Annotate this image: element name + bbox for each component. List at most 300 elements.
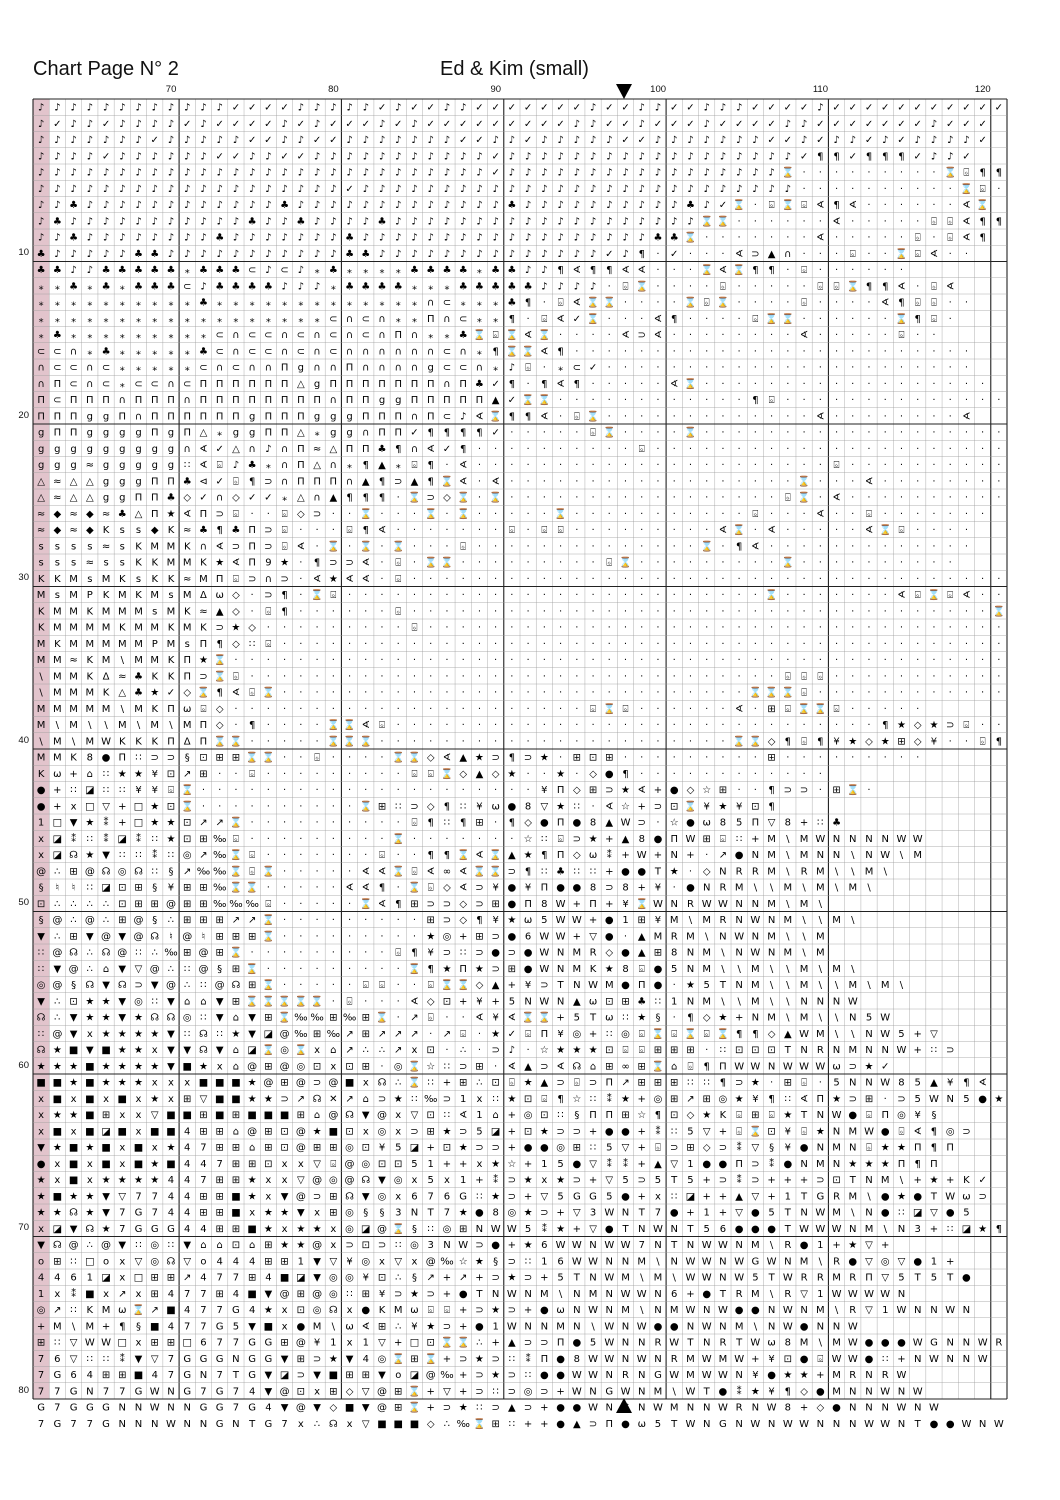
stitch-symbol: · (819, 379, 822, 390)
stitch-symbol: · (932, 233, 935, 244)
stitch-symbol: ✓ (914, 151, 922, 162)
stitch-symbol: ¶ (557, 346, 563, 357)
stitch-symbol: ◆ (53, 525, 61, 536)
stitch-symbol: · (380, 834, 383, 845)
stitch-symbol: 5 (557, 1191, 563, 1202)
stitch-symbol: ✓ (508, 395, 516, 406)
stitch-symbol: · (234, 655, 237, 666)
stitch-symbol: · (478, 655, 481, 666)
stitch-symbol: ▲ (492, 980, 500, 991)
stitch-symbol: x (38, 1126, 44, 1137)
stitch-symbol: · (380, 996, 383, 1007)
stitch-symbol: ♪ (525, 249, 531, 260)
stitch-symbol: ◎ (313, 1305, 322, 1316)
stitch-symbol: g (379, 395, 385, 406)
stitch-symbol: ⊞ (215, 931, 223, 942)
stitch-symbol: ⌂ (249, 1240, 255, 1251)
stitch-symbol: ∷ (87, 834, 93, 845)
stitch-symbol: ♪ (541, 216, 547, 227)
stitch-symbol: ♣ (37, 265, 46, 276)
stitch-symbol: Π (183, 428, 191, 439)
stitch-symbol: ★ (897, 720, 906, 731)
stitch-symbol: · (851, 216, 854, 227)
stitch-symbol: · (900, 363, 903, 374)
stitch-symbol: ★ (459, 1143, 468, 1154)
stitch-symbol: ∩ (411, 346, 418, 357)
stitch-symbol: ● (783, 1159, 792, 1170)
stitch-symbol: ¥ (703, 801, 709, 812)
stitch-symbol: ● (621, 980, 630, 991)
stitch-symbol: · (916, 281, 919, 292)
stitch-symbol: ◇ (248, 623, 256, 634)
stitch-symbol: · (380, 541, 383, 552)
stitch-symbol: · (965, 298, 968, 309)
stitch-symbol: ∢ (362, 883, 370, 894)
stitch-symbol: ⌛ (278, 1011, 290, 1024)
stitch-symbol: · (721, 411, 724, 422)
stitch-symbol: ▽ (378, 1338, 386, 1349)
stitch-symbol: · (721, 623, 724, 634)
stitch-symbol: · (315, 818, 318, 829)
stitch-symbol: · (981, 444, 984, 455)
stitch-symbol: · (802, 428, 805, 439)
stitch-symbol: · (494, 606, 497, 617)
stitch-symbol: ⊡ (394, 1159, 402, 1170)
stitch-symbol: ⌺ (817, 281, 823, 292)
stitch-symbol: ⌺ (931, 281, 937, 292)
stitch-symbol: ♪ (509, 184, 515, 195)
stitch-symbol: \ (754, 883, 758, 894)
stitch-symbol: ◇ (687, 785, 695, 796)
stitch-symbol: · (575, 558, 578, 569)
stitch-symbol: ◎ (621, 1029, 630, 1040)
stitch-symbol: · (299, 671, 302, 682)
stitch-symbol: ♪ (557, 249, 563, 260)
stitch-symbol: ♪ (119, 119, 125, 130)
stitch-symbol: W (913, 834, 923, 845)
stitch-symbol: ♪ (103, 249, 109, 260)
stitch-symbol: @ (377, 1110, 387, 1121)
stitch-symbol: ¥ (379, 1143, 385, 1154)
stitch-symbol: N (865, 1175, 872, 1186)
stitch-symbol: ● (540, 818, 549, 829)
stitch-symbol: □ (85, 801, 94, 812)
stitch-symbol: ♪ (216, 135, 222, 146)
stitch-symbol: ★ (85, 1013, 94, 1024)
stitch-symbol: ♣ (507, 298, 516, 309)
stitch-symbol: ● (654, 980, 663, 991)
stitch-symbol: ⌛ (700, 214, 712, 227)
stitch-symbol: ∷ (525, 1256, 531, 1267)
stitch-symbol: G (573, 1191, 581, 1202)
stitch-symbol: ♪ (476, 151, 482, 162)
stitch-symbol: · (202, 801, 205, 812)
stitch-symbol: ⊃ (410, 801, 418, 812)
stitch-symbol: M (913, 850, 922, 861)
stitch-symbol: + (540, 1403, 548, 1414)
stitch-symbol: ∢ (962, 590, 970, 601)
stitch-symbol: ∷ (135, 948, 141, 959)
stitch-symbol: ⊞ (410, 899, 418, 910)
stitch-symbol: · (575, 509, 578, 520)
stitch-symbol: ⌺ (963, 720, 969, 731)
stitch-symbol: N (557, 964, 564, 975)
stitch-symbol: · (721, 460, 724, 471)
stitch-symbol: M (881, 980, 890, 991)
stitch-symbol: W (832, 1354, 842, 1365)
stitch-symbol: · (332, 606, 335, 617)
stitch-symbol: ◎ (37, 1305, 46, 1316)
stitch-symbol: ⊡ (427, 1045, 435, 1056)
stitch-symbol: · (819, 1078, 822, 1089)
stitch-symbol: ▼ (86, 931, 94, 942)
stitch-symbol: ¶ (833, 151, 839, 162)
stitch-symbol: ♪ (541, 281, 547, 292)
stitch-symbol: ⌛ (408, 1401, 420, 1414)
stitch-symbol: @ (377, 1386, 387, 1397)
stitch-symbol: ♣ (166, 265, 175, 276)
stitch-symbol: ♪ (428, 200, 434, 211)
stitch-symbol: ¶ (476, 428, 482, 439)
row-label: 10 (18, 247, 29, 258)
stitch-symbol: x (136, 1289, 142, 1300)
stitch-symbol: · (527, 785, 530, 796)
stitch-symbol: Δ (184, 736, 191, 747)
stitch-symbol: ⊃ (394, 1289, 402, 1300)
stitch-symbol: ⊡ (280, 1126, 288, 1137)
stitch-symbol: ¶ (931, 1143, 937, 1154)
stitch-symbol: · (429, 623, 432, 634)
stitch-symbol: ⌺ (558, 525, 564, 536)
stitch-symbol: ¶ (460, 818, 466, 829)
stitch-symbol: ♣ (345, 249, 354, 260)
stitch-symbol: ⊞ (183, 948, 191, 959)
stitch-symbol: · (867, 606, 870, 617)
stitch-symbol: ⁎ (493, 298, 498, 309)
stitch-symbol: · (445, 736, 448, 747)
stitch-symbol: ▽ (102, 801, 110, 812)
stitch-symbol: · (965, 460, 968, 471)
stitch-symbol: ∷ (703, 1078, 709, 1089)
stitch-symbol: ♪ (557, 151, 563, 162)
stitch-symbol: · (932, 509, 935, 520)
stitch-symbol: · (949, 428, 952, 439)
stitch-symbol: ⊞ (313, 1029, 321, 1040)
stitch-symbol: + (524, 1305, 532, 1316)
stitch-symbol: g (152, 444, 158, 455)
stitch-symbol: ♪ (444, 168, 450, 179)
stitch-symbol: K (119, 736, 126, 747)
stitch-symbol: W (897, 1403, 907, 1414)
stitch-symbol: · (835, 249, 838, 260)
stitch-symbol: · (364, 623, 367, 634)
stitch-symbol: · (689, 639, 692, 650)
stitch-symbol: · (738, 671, 741, 682)
stitch-symbol: · (608, 623, 611, 634)
stitch-symbol: ♮ (72, 883, 76, 894)
stitch-symbol: ⊃ (410, 1126, 418, 1137)
stitch-symbol: ⊞ (686, 1143, 694, 1154)
stitch-symbol: W (783, 1305, 793, 1316)
stitch-symbol: ♪ (281, 233, 287, 244)
stitch-symbol: ⊡ (37, 899, 45, 910)
stitch-symbol: ≈ (86, 460, 94, 471)
stitch-symbol: ♪ (574, 151, 580, 162)
stitch-symbol: ⁎ (168, 298, 173, 309)
stitch-symbol: ∢ (232, 558, 240, 569)
stitch-symbol: ♪ (265, 444, 271, 455)
stitch-symbol: ⊡ (362, 1143, 370, 1154)
stitch-symbol: ♪ (476, 249, 482, 260)
stitch-symbol: 5 (898, 1029, 904, 1040)
stitch-symbol: · (251, 655, 254, 666)
stitch-symbol: ♪ (703, 200, 709, 211)
stitch-symbol: ✓ (329, 119, 337, 130)
stitch-symbol: M (69, 688, 78, 699)
stitch-symbol: · (884, 688, 887, 699)
stitch-symbol: · (380, 931, 383, 942)
stitch-symbol: ♪ (363, 168, 369, 179)
stitch-symbol: ∴ (476, 1338, 482, 1349)
stitch-symbol: \ (867, 980, 871, 991)
stitch-symbol: · (981, 574, 984, 585)
stitch-symbol: · (608, 314, 611, 325)
stitch-symbol: ∷ (606, 1029, 612, 1040)
stitch-symbol: · (705, 330, 708, 341)
stitch-symbol: ∷ (687, 1078, 693, 1089)
stitch-symbol: · (397, 736, 400, 747)
stitch-symbol: · (900, 216, 903, 227)
stitch-symbol: ⊞ (329, 1191, 337, 1202)
stitch-symbol: ∢ (573, 298, 581, 309)
stitch-symbol: · (640, 753, 643, 764)
stitch-symbol: · (559, 558, 562, 569)
stitch-symbol: 7 (233, 1403, 239, 1414)
stitch-symbol: ♣ (329, 265, 338, 276)
stitch-symbol: ∩ (281, 444, 288, 455)
stitch-symbol: ⊂ (297, 346, 305, 357)
stitch-symbol: ■ (231, 1191, 240, 1202)
stitch-symbol: N (670, 1224, 677, 1235)
stitch-symbol: ♪ (54, 184, 60, 195)
stitch-symbol: 7 (38, 1370, 44, 1381)
stitch-symbol: ⊃ (491, 1403, 499, 1414)
stitch-symbol: ☊ (167, 1256, 176, 1267)
stitch-symbol: ∢ (800, 330, 808, 341)
stitch-symbol: ⊃ (524, 1403, 532, 1414)
stitch-symbol: ∩ (395, 346, 402, 357)
stitch-symbol: ♪ (557, 184, 563, 195)
stitch-symbol: ♪ (541, 184, 547, 195)
stitch-symbol: g (103, 493, 109, 504)
stitch-symbol: · (835, 720, 838, 731)
stitch-symbol: ♪ (70, 119, 76, 130)
stitch-symbol: ◪ (686, 1191, 695, 1202)
stitch-symbol: T (232, 1370, 240, 1381)
stitch-symbol: G (53, 1419, 61, 1430)
stitch-symbol: ♪ (492, 200, 498, 211)
stitch-symbol: · (478, 493, 481, 504)
stitch-symbol: · (608, 411, 611, 422)
stitch-symbol: N (167, 1386, 174, 1397)
stitch-symbol: □ (134, 801, 143, 812)
stitch-symbol: ✓ (475, 119, 483, 130)
stitch-symbol: ⊃ (491, 1273, 499, 1284)
stitch-symbol: ∢ (362, 558, 370, 569)
stitch-symbol: ☊ (85, 980, 94, 991)
stitch-symbol: · (819, 476, 822, 487)
stitch-symbol: ♪ (314, 233, 320, 244)
stitch-symbol: · (754, 428, 757, 439)
stitch-symbol: ● (572, 1159, 581, 1170)
stitch-symbol: W (750, 915, 760, 926)
stitch-symbol: · (738, 623, 741, 634)
stitch-symbol: ▽ (768, 818, 776, 829)
stitch-symbol: ♪ (476, 233, 482, 244)
stitch-symbol: ♪ (622, 151, 628, 162)
stitch-symbol: · (754, 785, 757, 796)
stitch-symbol: · (332, 899, 335, 910)
stitch-symbol: · (608, 346, 611, 357)
stitch-symbol: \ (835, 883, 839, 894)
stitch-symbol: ∢ (670, 379, 678, 390)
stitch-symbol: M (832, 1208, 841, 1219)
stitch-symbol: ⌛ (798, 474, 810, 487)
stitch-symbol: ⌛ (181, 799, 193, 812)
stitch-symbol: g (395, 395, 401, 406)
stitch-symbol: ★ (118, 769, 127, 780)
stitch-symbol: ⌛ (700, 263, 712, 276)
stitch-symbol: W (101, 1338, 111, 1349)
stitch-symbol: · (283, 964, 286, 975)
stitch-symbol: W (718, 1305, 728, 1316)
stitch-symbol: · (445, 574, 448, 585)
stitch-symbol: ∩ (346, 314, 353, 325)
stitch-symbol: · (900, 346, 903, 357)
stitch-symbol: Π (346, 444, 354, 455)
stitch-symbol: ⌺ (963, 168, 969, 179)
stitch-symbol: K (963, 1175, 970, 1186)
stitch-symbol: + (800, 1403, 808, 1414)
stitch-symbol: ★ (702, 1110, 711, 1121)
stitch-symbol: · (932, 655, 935, 666)
stitch-symbol: s (120, 558, 125, 569)
stitch-symbol: ▼ (378, 1370, 386, 1381)
stitch-symbol: x (444, 1175, 450, 1186)
stitch-symbol: ≈ (69, 655, 77, 666)
stitch-symbol: ⌂ (233, 1013, 239, 1024)
stitch-symbol: W (880, 1029, 890, 1040)
stitch-symbol: · (267, 964, 270, 975)
stitch-symbol: 3 (590, 1208, 596, 1219)
stitch-symbol: 5 (476, 1126, 482, 1137)
stitch-symbol: ∴ (395, 1078, 401, 1089)
stitch-symbol: N (183, 1419, 190, 1430)
stitch-symbol: ∩ (281, 346, 288, 357)
stitch-symbol: ♪ (687, 168, 693, 179)
stitch-symbol: W (669, 1370, 679, 1381)
stitch-symbol: 1 (363, 1338, 369, 1349)
stitch-symbol: W (750, 1419, 760, 1430)
stitch-symbol: · (738, 639, 741, 650)
stitch-symbol: ♪ (687, 151, 693, 162)
stitch-symbol: @ (150, 964, 160, 975)
stitch-symbol: · (299, 688, 302, 699)
stitch-symbol: · (251, 801, 254, 812)
stitch-symbol: ∩ (232, 346, 239, 357)
stitch-symbol: T (686, 1224, 694, 1235)
stitch-symbol: N (849, 1143, 856, 1154)
stitch-symbol: G (135, 1224, 143, 1235)
stitch-symbol: · (462, 834, 465, 845)
stitch-symbol: ✓ (751, 119, 759, 130)
stitch-symbol: P (87, 590, 93, 601)
stitch-symbol: 4 (168, 1321, 174, 1332)
stitch-symbol: \ (721, 948, 725, 959)
stitch-symbol: ● (508, 899, 517, 910)
stitch-symbol: ¶ (898, 151, 904, 162)
stitch-symbol: · (575, 428, 578, 439)
stitch-symbol: N (654, 1354, 661, 1365)
stitch-symbol: ◇ (703, 1013, 711, 1024)
stitch-symbol: ⌂ (233, 1126, 239, 1137)
stitch-symbol: ♪ (298, 184, 304, 195)
stitch-symbol: M (69, 671, 78, 682)
stitch-symbol: · (786, 411, 789, 422)
stitch-symbol: · (770, 493, 773, 504)
stitch-symbol: ◇ (443, 493, 451, 504)
stitch-symbol: ♪ (330, 103, 336, 114)
stitch-symbol: ≈ (69, 525, 77, 536)
stitch-symbol: · (413, 931, 416, 942)
stitch-symbol: ⌺ (817, 1354, 823, 1365)
stitch-symbol: · (867, 249, 870, 260)
stitch-symbol: ♪ (168, 216, 174, 227)
stitch-symbol: ⊞ (232, 1159, 240, 1170)
stitch-symbol: · (802, 314, 805, 325)
stitch-symbol: · (786, 590, 789, 601)
stitch-symbol: ⌛ (765, 686, 777, 699)
stitch-symbol: R (817, 1273, 824, 1284)
stitch-symbol: ≈ (183, 574, 191, 585)
stitch-symbol: ♪ (216, 200, 222, 211)
stitch-symbol: ∷ (898, 1208, 904, 1219)
stitch-symbol: · (965, 736, 968, 747)
stitch-symbol: · (478, 720, 481, 731)
stitch-symbol: ★ (53, 1208, 62, 1219)
stitch-symbol: ★ (929, 1175, 938, 1186)
stitch-symbol: · (494, 671, 497, 682)
stitch-symbol: M (53, 671, 62, 682)
stitch-symbol: ♣ (53, 265, 62, 276)
stitch-symbol: ⊂ (264, 330, 272, 341)
stitch-symbol: ⌛ (457, 491, 469, 504)
stitch-symbol: ▼ (70, 1224, 78, 1235)
stitch-symbol: ◪ (491, 1126, 500, 1137)
stitch-symbol: · (315, 915, 318, 926)
stitch-symbol: ♪ (184, 249, 190, 260)
stitch-symbol: ◇ (914, 736, 922, 747)
stitch-symbol: · (315, 883, 318, 894)
stitch-symbol: ♪ (492, 249, 498, 260)
stitch-symbol: · (380, 1061, 383, 1072)
stitch-symbol: N (687, 964, 694, 975)
stitch-symbol: · (656, 704, 659, 715)
stitch-symbol: ✓ (800, 151, 808, 162)
stitch-symbol: K (135, 541, 142, 552)
stitch-symbol: W (150, 1403, 160, 1414)
stitch-symbol: ⌺ (282, 541, 288, 552)
